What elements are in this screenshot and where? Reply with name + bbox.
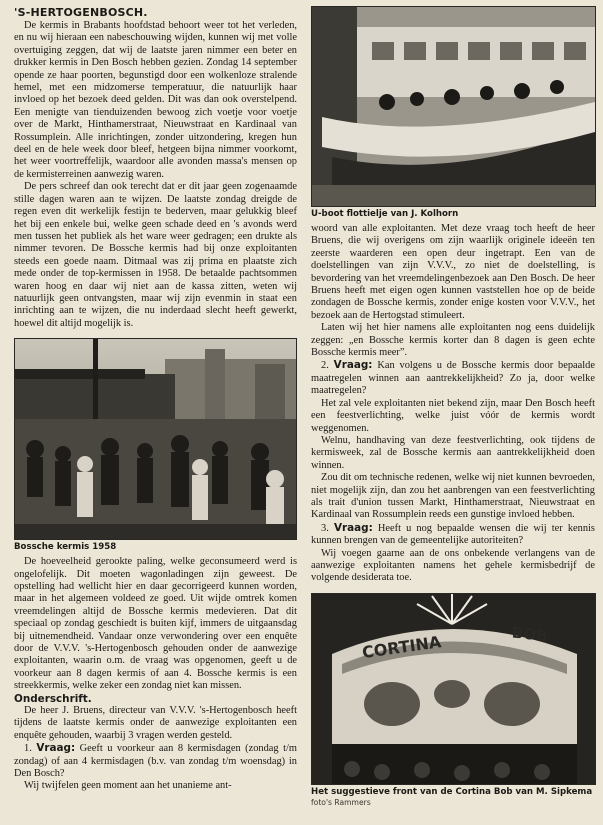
question-text: Kan volgens u de Bossche kermis door bepaalde maatregelen winnen aan aantrekkelijkheid? Zo ja, door welke maatregelen?: [311, 360, 595, 397]
paragraph: De kermis in Brabants hoofdstad behoort weer tot het verleden, en nu wij hieraan een nabeschouwing wijden, kunnen wij met volle overtuiging zeggen, dat wij de laatste jaren nimmer een beter en drukker kermis in Den Bosch hebben gezien. Zondag 14 september opende ze haar poorten, begunstigd door een wolkenloze stralende hemel, met een midzomerse temperatuur, die natuurlijk haar invloed op het bezoek deed gelden. Dit was dan ook overstelpend. Een menigte van tienduizenden bewoog zich voetje voor voetje over de Markt, Hinthamerstraat, Nieuwstraat en Kardinaal van Rossumplein. Alle inrichtingen, zonder uitzondering, kregen hun deel en de hele week door bleef, hetgeen bijna nimmer voorkomt, het weer voortreffelijk, waardoor alle avonden massa's mensen op de kermisterreinen aanwezig waren.: [14, 20, 297, 180]
question-1: [14, 742, 297, 780]
question-label: Vraag:: [333, 359, 373, 372]
kermis-crowd-photo: [14, 338, 297, 540]
paragraph: Welnu, handhaving van deze feestverlichting, ook tijdens de kermisweek, zal de Bossche kermis aan aantrekkelijkheid doen winnen.: [311, 434, 595, 471]
question-number: 1.: [24, 743, 32, 755]
uboot-photo: [311, 6, 596, 207]
uboot-photo-caption: U-boot flottielje van J. Kolhorn: [311, 209, 459, 219]
cortina-photo-caption: Het suggestieve front van de Cortina Bob van M. Sipkema: [311, 786, 593, 797]
question-number: 3.: [321, 522, 329, 534]
question-2: [311, 359, 595, 397]
paragraph: Het zal vele exploitanten niet bekend zijn, maar Den Bosch heeft een feestverlichting, welke juist vóór de kermis wordt weggenomen.: [311, 397, 595, 434]
cortina-bob-photo: [311, 593, 596, 785]
subheading: Onderschrift.: [14, 692, 92, 705]
kermis-photo-caption: Bossche kermis 1958: [14, 542, 117, 553]
right-column: [311, 6, 595, 807]
photo-credit: foto's Rammers: [311, 797, 371, 807]
question-3: [311, 522, 595, 548]
question-label: Vraag:: [333, 521, 373, 534]
paragraph: woord van alle exploitanten. Met deze vraag toch heeft de heer Bruens, die wij overigens om zijn waarlijk originele ideeën ten zeerste waarderen een open deur ingetrapt. Een van de doelstellingen van zijn V.V.V., zo niet de doelstelling, is bevordering van het vreemdelingenbezoek aan Den Bosch. De heer Bruens heeft met eigen ogen kunnen vaststellen hoe op de beide zondagen de Bossche kermis, zonder enige kosten voor V.V.V., het bezoek aan de Hertogstad stimuleert.: [311, 223, 595, 321]
question-text: Heeft u nog bepaalde wensen die wij ter kennis kunnen brengen van de gemeentelijke autoriteiten?: [311, 522, 595, 547]
paragraph: De hoeveelheid gerookte paling, welke geconsumeerd werd is ongelofelijk. Dit moeten wagonladingen zijn geweest. De opstelling had wellicht hier en daar gecorrigeerd kunnen worden, maar in het algemeen voldeed ze goed. Uit wijde omtrek komen vreemdelingen altijd de Bossche kermis medevieren. Dat dit speciaal op zondag geschiedt is buiten kijf, immers de uitgaansdag bij uitnemendheid. Vandaar onze verwondering over een enquête door de V.V.V. 's-Hertogenbosch gehouden onder de aanwezige exploitanten, waarin o.m. de vraag was opgenomen, geeft u de voorkeur aan 8 dagen kermis of aan 4. Bossche kermis is een streekkermis, welke zeker een zondag niet kan missen.: [14, 556, 297, 692]
question-number: 2.: [321, 360, 329, 372]
question-text: Geeft u voorkeur aan 8 kermisdagen (zondag t/m zondag) of aan 4 kermisdagen (b.v. van zondag t/m woensdag) in Den Bosch?: [14, 743, 297, 780]
paragraph: De heer J. Bruens, directeur van V.V.V. 's-Hertogenbosch heeft tijdens de laatste kermis onder de aanwezige exploitanten een enquête gehouden, waarbij 3 vragen werden gesteld.: [14, 705, 297, 741]
paragraph: Zou dit om technische redenen, welke wij niet kunnen bevroeden, niet mogelijk zijn, dan zou het aanbrengen van een feestverlichting als trait d'union tussen Markt, Hinthamerstraat, Nieuwstraat en Kardinaal van Rossumplein reeds een gunstige invloed hebben.: [311, 472, 595, 521]
question-label: Vraag:: [36, 742, 76, 755]
bob-sign: BOB: [511, 623, 549, 645]
paragraph: Wij voegen gaarne aan de ons onbekende verlangens van de aanwezige exploitanten namens het gehele kermisbedrijf de volgende desiderata toe.: [311, 547, 595, 584]
left-column: [14, 6, 297, 793]
paragraph: Wij twijfelen geen moment aan het unanieme ant-: [24, 780, 232, 792]
paragraph: Laten wij het hier namens alle exploitanten nog eens duidelijk zeggen: „en Bossche kermis korter dan 8 dagen is geen echte Bossche kermis meer”.: [311, 322, 595, 359]
article-title: 'S-HERTOGENBOSCH.: [14, 6, 148, 19]
cortina-sign: CORTINA: [360, 631, 443, 662]
paragraph: De pers schreef dan ook terecht dat er dit jaar geen zogenaamde stille dagen waren aan te wijzen. De laatste zondag dreigde de regen even dit werkelijk festijn te bederven, maar gelukkig bleef het bij een enkele bui, welke geen schade deed en 's avonds werd men tussen het publiek als het ware weer gedragen; een drukte als nimmer tevoren. De Bossche kermis had bij onze exploitanten steeds een goede naam. Ditmaal was zij prima en plaatste zich mede onder de top-kermissen in 1958. De betaalde pachtsommen waren hoog en daar wij niet aan de kassa zitten, weten wij natuurlijk geen ontvangsten, maar wij zijn evenmin in staat een inrichting aan te wijzen, die nu inderdaad slecht heeft gewerkt, hoewel dit altijd mogelijk is.: [14, 181, 297, 329]
